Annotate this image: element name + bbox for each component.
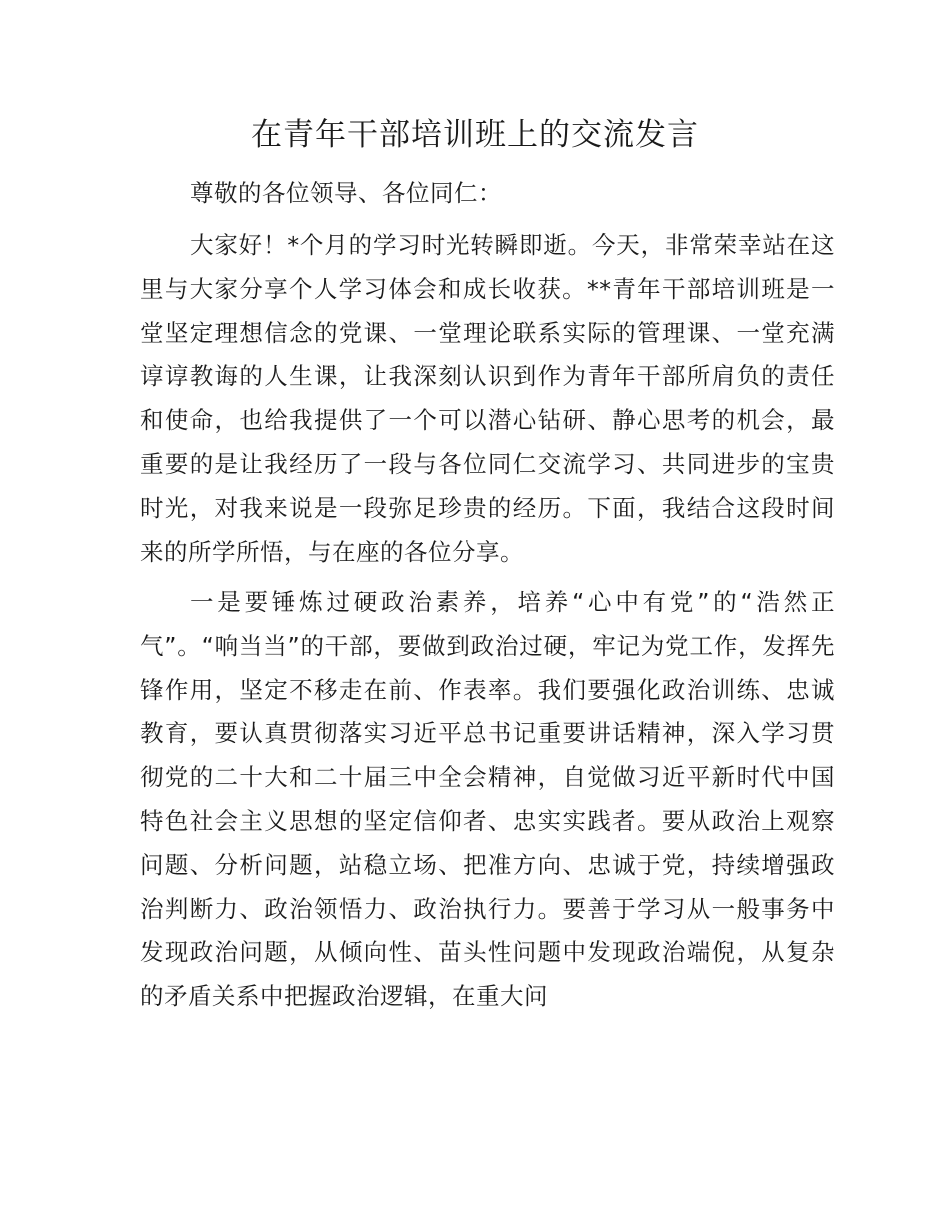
paragraph-point-one: 一是要锤炼过硬政治素养，培养“心中有党”的“浩然正气”。“响当当”的干部，要做到政治过硬，牢记为党工作，发挥先锋作用，坚定不移走在前、作表率。我们要强化政治训练、忠诚教育，要认真贯彻落实习近平总书记重要讲话精神，深入学习贯彻党的二十大和二十届三中全会精神，自觉做习近平新时代中国特色社会主义思想的坚定信仰者、忠实实践者。要从政治上观察问题、分析问题，站稳立场、把准方向、忠诚于党，持续增强政治判断力、政治领悟力、政治执行力。要善于学习从一般事务中发现政治问题，从倾向性、苗头性问题中发现政治端倪，从复杂的矛盾关系中把握政治逻辑，在重大问 <box>140 588 835 1011</box>
salutation: 尊敬的各位领导、各位同仁： <box>190 179 502 207</box>
document-title: 在青年干部培训班上的交流发言 <box>251 117 699 153</box>
paragraph-opening: 大家好！*个月的学习时光转瞬即逝。今天，非常荣幸站在这里与大家分享个人学习体会和成长收获。**青年干部培训班是一堂坚定理想信念的党课、一堂理论联系实际的管理课、一堂充满谆谆教诲的人生课，让我深刻认识到作为青年干部所肩负的责任和使命，也给我提供了一个可以潜心钻研、静心思考的机会，最重要的是让我经历了一段与各位同仁交流学习、共同进步的宝贵时光，对我来说是一段弥足珍贵的经历。下面，我结合这段时间来的所学所悟，与在座的各位分享。 <box>140 231 835 566</box>
